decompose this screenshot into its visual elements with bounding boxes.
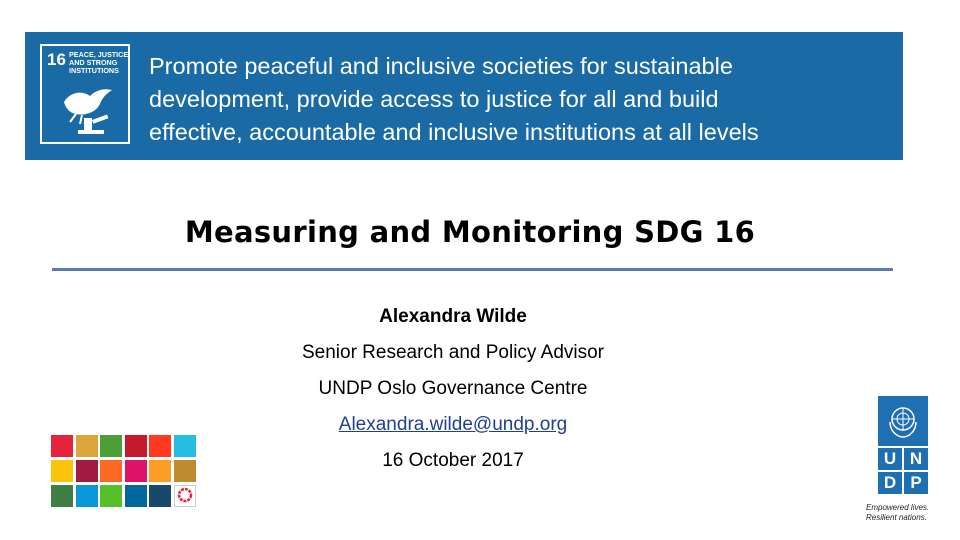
sdg-goal-tile [76, 485, 98, 507]
sdg-goal-tile [125, 485, 147, 507]
sdg-number: 16 [47, 50, 66, 69]
sdg-goal-tile [51, 435, 73, 457]
sdg-goal-title: PEACE, JUSTICE AND STRONG INSTITUTIONS [69, 50, 129, 75]
slide-title: Measuring and Monitoring SDG 16 [184, 215, 756, 249]
sdg-goal-tile [149, 460, 171, 482]
undp-letter: N [904, 448, 928, 470]
goal-line: development, provide access to justice for all and build [149, 86, 719, 112]
sdg-goal-tile [149, 485, 171, 507]
sdg-goal-tile [100, 485, 122, 507]
presenter-email-link[interactable]: Alexandra.wilde@undp.org [338, 414, 568, 435]
goal-line: effective, accountable and inclusive institutions at all levels [149, 119, 759, 145]
undp-letters-bottom [878, 472, 928, 494]
sdg-goal-tile [51, 460, 73, 482]
presenter-organization: UNDP Oslo Governance Centre [318, 378, 588, 399]
sdg-goal-tile [174, 435, 196, 457]
sdg-goal-tile [100, 435, 122, 457]
presenter-name: Alexandra Wilde [379, 306, 527, 327]
sdg-goal-tile [100, 460, 122, 482]
undp-letter: D [878, 472, 902, 494]
undp-letters-top [878, 448, 928, 470]
sdg-goal-tile [76, 460, 98, 482]
goal-banner [25, 32, 903, 160]
presentation-date: 16 October 2017 [382, 450, 524, 471]
sdg-goal-tile [174, 460, 196, 482]
sdg-goal-tile [125, 460, 147, 482]
undp-logo [878, 396, 928, 494]
undp-letter: U [878, 448, 902, 470]
undp-letter: P [904, 472, 928, 494]
title-divider [52, 268, 893, 271]
goal-description [149, 50, 889, 149]
un-emblem-icon [878, 396, 928, 446]
presenter-email-row [0, 414, 906, 436]
dove-gavel-icon [56, 82, 118, 138]
sdg-goal-tile [51, 485, 73, 507]
sdg16-icon [40, 44, 130, 144]
sdg-goal-tile [149, 435, 171, 457]
presenter-role: Senior Research and Policy Advisor [301, 342, 605, 363]
goal-line: Promote peaceful and inclusive societies for sustainable [149, 53, 733, 79]
sdg-goal-tile [76, 435, 98, 457]
sdg-goal-tile [174, 485, 196, 507]
sdg-goals-grid [51, 435, 197, 509]
undp-tagline: Empowered lives. Resilient nations. [866, 503, 930, 522]
sdg-goal-tile [125, 435, 147, 457]
